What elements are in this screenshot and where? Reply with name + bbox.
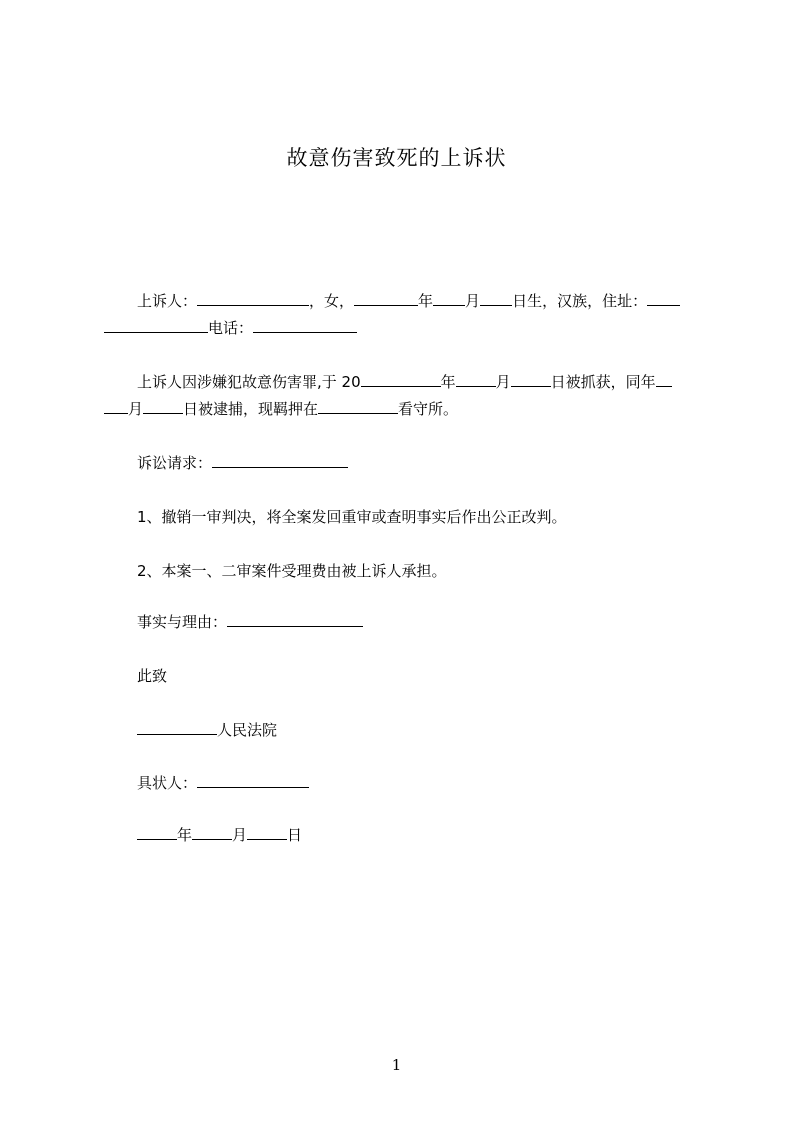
appellant-line-2 — [104, 318, 357, 338]
detain-day-blank — [143, 399, 183, 414]
detention-line — [137, 372, 672, 392]
arrest-month-blank — [456, 372, 496, 387]
page-number: 1 — [391, 1056, 402, 1074]
signer-line — [137, 773, 309, 793]
appellant-gender: ，女， — [309, 292, 355, 310]
detained-text: 日被逮捕，现羁押在 — [183, 400, 319, 418]
facts-blank — [227, 612, 363, 627]
birth-year-blank — [354, 291, 418, 306]
document-title: 故意伤害致死的上诉状 — [286, 146, 507, 170]
court-blank — [137, 720, 217, 735]
claims-label: 诉讼请求： — [137, 454, 213, 472]
arrest-month-label: 月 — [495, 373, 511, 391]
birth-month-label: 月 — [465, 292, 481, 310]
date-month-blank — [192, 825, 232, 840]
court-label: 人民法院 — [217, 721, 278, 739]
arrested-text: 日被抓获，同年 — [550, 373, 656, 391]
claim-2: 2、本案一、二审案件受理费由被上诉人承担。 — [137, 562, 447, 580]
date-year-blank — [137, 825, 177, 840]
birth-month-blank — [433, 291, 465, 306]
signer-blank — [197, 773, 309, 788]
detain-month-label: 月 — [128, 400, 144, 418]
address-blank-cont — [104, 318, 208, 333]
claims-line — [137, 453, 348, 473]
claim-1: 1、撤销一审判决，将全案发回重审或查明事实后作出公正改判。 — [137, 508, 567, 526]
court-line — [137, 720, 277, 740]
detention-house-blank — [318, 399, 398, 414]
arrest-day-blank — [511, 372, 551, 387]
detention-line-2 — [104, 399, 458, 419]
claims-blank — [212, 453, 348, 468]
appellant-line — [137, 291, 680, 311]
phone-label: 电话： — [208, 319, 254, 337]
address-blank — [647, 291, 680, 306]
arrest-year-blank — [361, 372, 441, 387]
birth-day-blank — [480, 291, 512, 306]
detention-house-label: 看守所。 — [398, 400, 459, 418]
salutation: 此致 — [137, 667, 168, 685]
date-month-label: 月 — [232, 826, 248, 844]
date-line — [137, 825, 302, 845]
phone-blank — [253, 318, 357, 333]
detain-month-blank-cont — [104, 399, 128, 414]
birth-day-label: 日生，汉族，住址： — [512, 292, 648, 310]
birth-year-label: 年 — [418, 292, 434, 310]
detain-month-blank — [656, 372, 672, 387]
facts-label: 事实与理由： — [137, 613, 228, 631]
facts-line — [137, 612, 363, 632]
date-day-blank — [247, 825, 287, 840]
date-day-label: 日 — [287, 826, 303, 844]
arrest-year-label: 年 — [440, 373, 456, 391]
appellant-name-blank — [197, 291, 309, 306]
date-year-label: 年 — [177, 826, 193, 844]
detention-text: 上诉人因涉嫌犯故意伤害罪,于 20 — [137, 373, 361, 391]
signer-label: 具状人： — [137, 774, 198, 792]
appellant-label: 上诉人： — [137, 292, 198, 310]
